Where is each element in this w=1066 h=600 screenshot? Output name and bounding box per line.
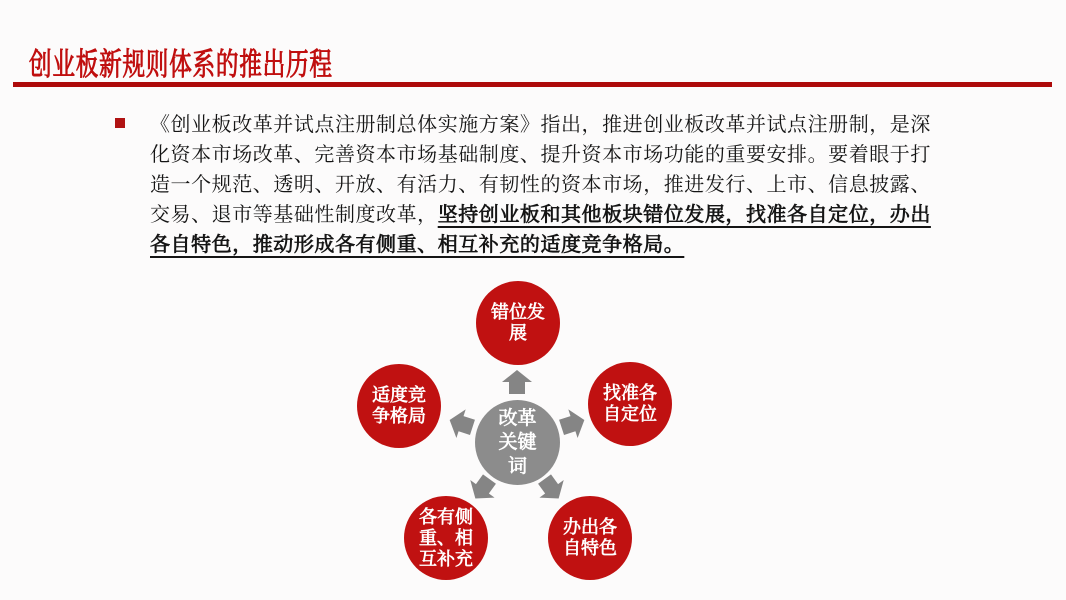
arrow-left-icon (445, 406, 477, 442)
diagram-node-bottom-right (548, 496, 632, 580)
diagram-node-label: 办出各自特色 (563, 517, 617, 558)
diagram-node-top (476, 281, 560, 365)
diagram-node-label: 找准各自定位 (603, 383, 657, 424)
paragraph-text: 交易、退市等基础性制度改革， (150, 204, 438, 226)
paragraph-text: 造一个规范、透明、开放、有活力、有韧性的资本市场，推进发行、上市、信息披露、 (150, 174, 931, 196)
diagram-node-label: 适度竞争格局 (372, 385, 426, 426)
diagram-node-label: 错位发展 (491, 302, 545, 343)
diagram-node-right (588, 362, 672, 446)
paragraph-emphasis-text: 各自特色，推动形成各有侧重、相互补充的适度竞争格局。 (150, 234, 685, 256)
paragraph-emphasis-text: 坚持创业板和其他板块错位发展，找准各自定位，办出 (437, 204, 931, 226)
diagram-center-label: 改革关键词 (498, 407, 537, 477)
diagram-node-left (357, 364, 441, 448)
diagram-node-label: 各有侧重、相互补充 (419, 506, 473, 569)
diagram-node-bottom-left (404, 496, 488, 580)
arrow-right-icon (557, 406, 589, 442)
paragraph-text: 化资本市场改革、完善资本市场基础制度、提升资本市场功能的重要安排。要着眼于打 (150, 144, 931, 166)
paragraph-text: 《创业板改革并试点注册制总体实施方案》指出，推进创业板改革并试点注册制，是深 (150, 114, 931, 136)
page-title-text: 创业板新规则体系的推出历程 (29, 46, 333, 82)
arrow-up-icon (502, 370, 532, 394)
diagram-center-node (475, 400, 560, 485)
